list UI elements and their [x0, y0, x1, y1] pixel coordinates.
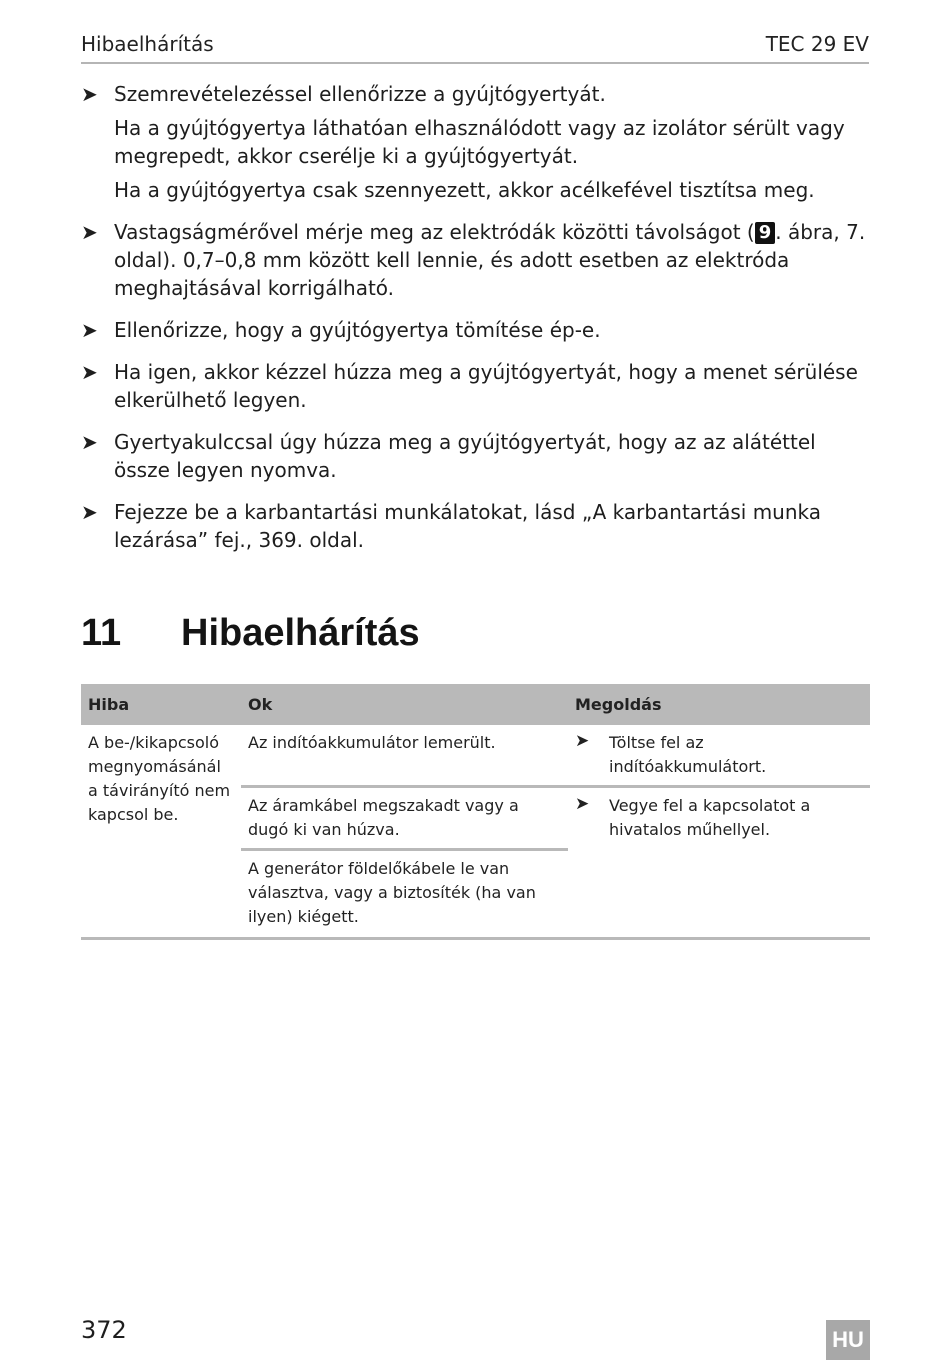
cause-cell: A generátor földelőkábele le van választva, vagy a biztosíték (ha van ilyen) kiégett. — [241, 850, 568, 939]
cause-cell: Az áramkábel megszakadt vagy a dugó ki van húzva. — [241, 787, 568, 850]
step-text: Fejezze be a karbantartási munkálatokat, lásd „A karbantartási munka lezárása” fej., 369. oldal. — [114, 500, 822, 552]
cause-cell: Az indítóakkumulátor lemerült. — [241, 725, 568, 787]
step-text: Gyertyakulccsal úgy húzza meg a gyújtógyertyát, hogy az az alátéttel össze legyen nyomva. — [114, 430, 816, 482]
solution-item — [575, 794, 863, 842]
language-badge: HU — [826, 1320, 870, 1360]
step-wrench-tighten — [81, 428, 871, 484]
table-header-row — [81, 684, 870, 725]
step-subtext: Ha a gyújtógyertya láthatóan elhasználódott vagy az izolátor sérült vagy megrepedt, akkor cserélje ki a gyújtógyertyát. — [114, 116, 845, 168]
page-number: 372 — [81, 1316, 127, 1344]
column-header-cause: Ok — [241, 684, 568, 725]
arrow-bullet-icon: ➤ — [81, 82, 98, 106]
step-text-before: Vastagságmérővel mérje meg az elektródák közötti távolságot ( — [114, 220, 755, 244]
arrow-bullet-icon: ➤ — [81, 500, 98, 524]
step-text — [114, 218, 871, 302]
arrow-bullet-icon: ➤ — [81, 360, 98, 384]
solution-cell — [568, 725, 870, 787]
troubleshooting-table — [81, 684, 870, 940]
header-section-title: Hibaelhárítás — [81, 32, 214, 56]
column-header-solution: Megoldás — [568, 684, 870, 725]
page-header — [81, 30, 869, 64]
figure-badge: 9 — [755, 222, 776, 244]
arrow-bullet-icon: ➤ — [81, 318, 98, 342]
arrow-bullet-icon: ➤ — [81, 220, 98, 244]
step-check-seal — [81, 316, 871, 344]
step-text: Ha igen, akkor kézzel húzza meg a gyújtógyertyát, hogy a menet sérülése elkerülhető legyen. — [114, 360, 858, 412]
section-title: Hibaelhárítás — [181, 612, 420, 654]
arrow-bullet-icon: ➤ — [81, 430, 98, 454]
solution-item — [575, 731, 863, 779]
step-subtext: Ha a gyújtógyertya csak szennyezett, akkor acélkefével tisztítsa meg. — [114, 178, 815, 202]
column-header-fault: Hiba — [81, 684, 241, 725]
arrow-bullet-icon: ➤ — [575, 794, 590, 814]
solution-text: Vegye fel a kapcsolatot a hivatalos műhellyel. — [609, 796, 811, 839]
table-row — [81, 725, 870, 787]
solution-cell — [568, 787, 870, 939]
step-hand-tighten — [81, 358, 871, 414]
step-text-after: . ábra, 7. oldal). 0,7–0,8 mm között kell lennie, és adott esetben az elektróda meghajtásával korrigálható. — [114, 220, 866, 300]
step-measure-gap — [81, 218, 871, 302]
section-number: 11 — [81, 612, 122, 654]
step-visual-inspection — [81, 80, 871, 204]
step-finish-maintenance — [81, 498, 871, 554]
step-text: Szemrevételezéssel ellenőrizze a gyújtógyertyát. — [114, 82, 606, 106]
arrow-bullet-icon: ➤ — [575, 731, 590, 751]
header-model-name: TEC 29 EV — [765, 32, 869, 56]
instruction-steps — [81, 80, 871, 554]
step-text: Ellenőrizze, hogy a gyújtógyertya tömítése ép-e. — [114, 318, 601, 342]
solution-text: Töltse fel az indítóakkumulátort. — [609, 733, 767, 776]
fault-cell: A be-/kikapcsoló megnyomásánál a távirányító nem kapcsol be. — [81, 725, 241, 939]
